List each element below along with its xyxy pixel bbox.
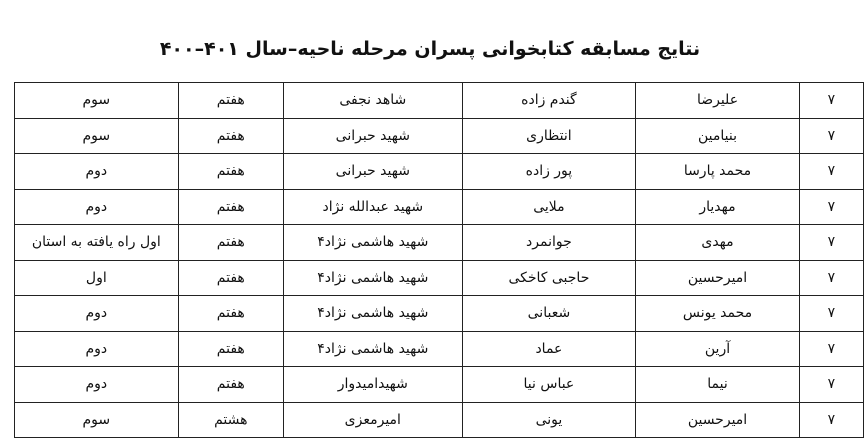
school-cell: شهید هاشمی نژاد۴ bbox=[283, 260, 462, 296]
table-row bbox=[15, 225, 864, 261]
table-row bbox=[15, 367, 864, 403]
results-table-container bbox=[14, 82, 864, 438]
first-name-cell: علیرضا bbox=[636, 83, 800, 119]
first-name-cell: امیرحسین bbox=[636, 260, 800, 296]
last-name-cell: گندم زاده bbox=[462, 83, 636, 119]
last-name-cell: عماد bbox=[462, 331, 636, 367]
result-cell: دوم bbox=[15, 331, 179, 367]
first-name-cell: محمد یونس bbox=[636, 296, 800, 332]
row-number-cell: ۷ bbox=[799, 225, 863, 261]
table-row bbox=[15, 331, 864, 367]
first-name-cell: محمد پارسا bbox=[636, 154, 800, 190]
first-name-cell: آرین bbox=[636, 331, 800, 367]
last-name-cell: ملایی bbox=[462, 189, 636, 225]
row-number-cell: ۷ bbox=[799, 83, 863, 119]
last-name-cell: پور زاده bbox=[462, 154, 636, 190]
school-cell: شاهد نجفی bbox=[283, 83, 462, 119]
row-number-cell: ۷ bbox=[799, 154, 863, 190]
results-table bbox=[14, 82, 864, 438]
first-name-cell: امیرحسین bbox=[636, 402, 800, 438]
last-name-cell: شعبانی bbox=[462, 296, 636, 332]
last-name-cell: عباس نیا bbox=[462, 367, 636, 403]
row-number-cell: ۷ bbox=[799, 189, 863, 225]
result-cell: سوم bbox=[15, 83, 179, 119]
last-name-cell: یونی bbox=[462, 402, 636, 438]
row-number-cell: ۷ bbox=[799, 367, 863, 403]
school-cell: شهید عبدالله نژاد bbox=[283, 189, 462, 225]
result-cell: دوم bbox=[15, 189, 179, 225]
school-cell: شهیدامیدوار bbox=[283, 367, 462, 403]
result-cell: اول bbox=[15, 260, 179, 296]
last-name-cell: انتظاری bbox=[462, 118, 636, 154]
row-number-cell: ۷ bbox=[799, 331, 863, 367]
grade-cell: هفتم bbox=[178, 83, 283, 119]
first-name-cell: بنیامین bbox=[636, 118, 800, 154]
last-name-cell: جوانمرد bbox=[462, 225, 636, 261]
grade-cell: هفتم bbox=[178, 296, 283, 332]
result-cell: سوم bbox=[15, 118, 179, 154]
school-cell: امیرمعزی bbox=[283, 402, 462, 438]
first-name-cell: مهدی bbox=[636, 225, 800, 261]
result-cell: دوم bbox=[15, 296, 179, 332]
school-cell: شهید حبرانی bbox=[283, 118, 462, 154]
grade-cell: هشتم bbox=[178, 402, 283, 438]
result-cell: سوم bbox=[15, 402, 179, 438]
grade-cell: هفتم bbox=[178, 154, 283, 190]
table-row bbox=[15, 260, 864, 296]
row-number-cell: ۷ bbox=[799, 402, 863, 438]
table-row bbox=[15, 154, 864, 190]
page-title: نتایج مسابقه کتابخوانی پسران مرحله ناحیه–سال ۴۰۱–۴۰۰ bbox=[159, 38, 701, 60]
first-name-cell: نیما bbox=[636, 367, 800, 403]
grade-cell: هفتم bbox=[178, 260, 283, 296]
grade-cell: هفتم bbox=[178, 225, 283, 261]
row-number-cell: ۷ bbox=[799, 296, 863, 332]
result-cell: اول راه یافته به استان bbox=[15, 225, 179, 261]
row-number-cell: ۷ bbox=[799, 260, 863, 296]
result-cell: دوم bbox=[15, 154, 179, 190]
school-cell: شهید هاشمی نژاد۴ bbox=[283, 225, 462, 261]
table-row bbox=[15, 296, 864, 332]
result-cell: دوم bbox=[15, 367, 179, 403]
school-cell: شهید حبرانی bbox=[283, 154, 462, 190]
first-name-cell: مهدیار bbox=[636, 189, 800, 225]
grade-cell: هفتم bbox=[178, 331, 283, 367]
school-cell: شهید هاشمی نژاد۴ bbox=[283, 331, 462, 367]
grade-cell: هفتم bbox=[178, 118, 283, 154]
results-table-body bbox=[15, 83, 864, 438]
row-number-cell: ۷ bbox=[799, 118, 863, 154]
table-row bbox=[15, 83, 864, 119]
table-row bbox=[15, 189, 864, 225]
last-name-cell: حاجبی کاخکی bbox=[462, 260, 636, 296]
grade-cell: هفتم bbox=[178, 189, 283, 225]
table-row bbox=[15, 402, 864, 438]
grade-cell: هفتم bbox=[178, 367, 283, 403]
school-cell: شهید هاشمی نژاد۴ bbox=[283, 296, 462, 332]
table-row bbox=[15, 118, 864, 154]
